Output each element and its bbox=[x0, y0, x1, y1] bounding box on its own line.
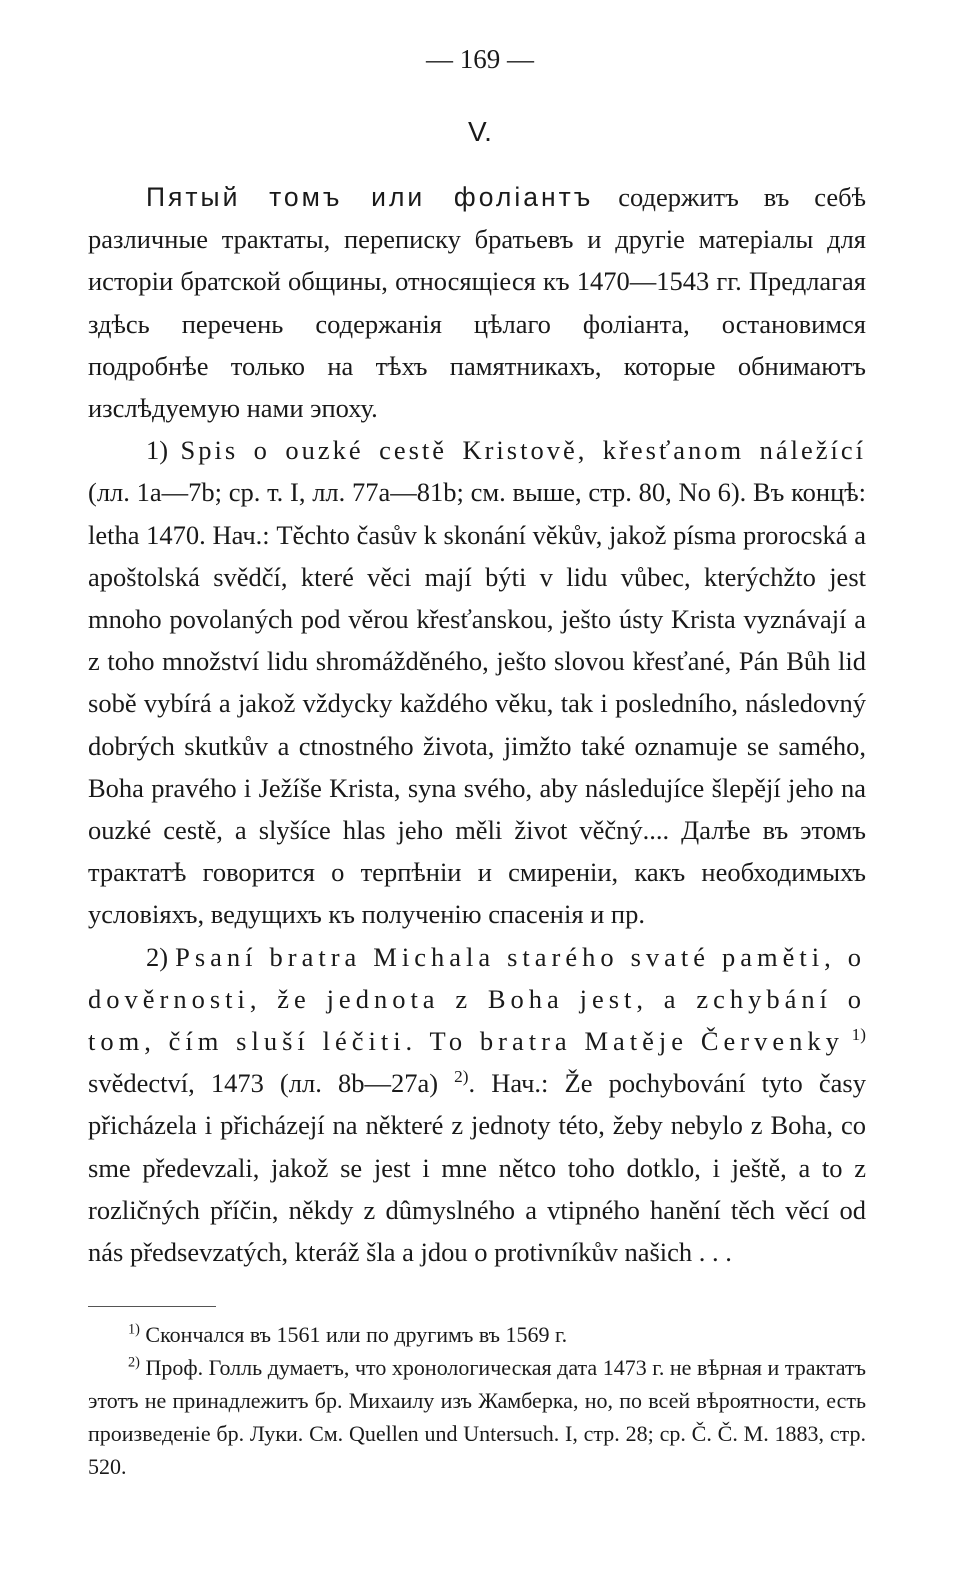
footnote-divider bbox=[88, 1306, 216, 1307]
footnote-text: Скончался въ 1561 или по другимъ въ 1569 г. bbox=[139, 1322, 568, 1347]
section-heading: V. bbox=[468, 116, 492, 147]
footnote-text: Проф. Голль думаетъ, что хронологическая дата 1473 г. не вѣрная и трактатъ этотъ не принадлежитъ бр. Михаилу изъ Жамберка, но, по всей вѣроятности, есть произведеніе бр. Луки. См. Quellen und Untersuch. I, стр. 28; ср. Č. Č. M. 1883, стр. 520. bbox=[88, 1355, 866, 1479]
item-title: Spis o ouzké cestě Kristově, křesťanom náležící bbox=[180, 435, 866, 466]
item-number: 1) bbox=[146, 435, 169, 466]
main-text bbox=[88, 176, 866, 1273]
paragraph-intro bbox=[88, 176, 866, 429]
footnotes bbox=[88, 1318, 866, 1483]
spaced-opening: Пятый томъ или фоліантъ bbox=[146, 182, 594, 212]
item-title: Psaní bratra Michala starého svaté paměti, o dověrnosti, že jednota z Boha jest, a zchybání o tom, čím sluší léčiti. To bratra Matěje Červenky bbox=[88, 941, 867, 1057]
footnote-1 bbox=[88, 1318, 866, 1351]
item-text: . Нач.: Že pochybování tyto časy přicházela i přicházejí na některé z jednoty této, žeby nebylo z Boha, co sme předevzali, jakož se jest i mne nětco toho dotklo, i ještě, a to z rozličných příčin, někdy z dûmyslného a vtipného hanění těch věcí od nás předsevzatých, kteráž šla a jdou o protivníkův našich . . . bbox=[88, 1068, 866, 1268]
footnote-mark: 1) bbox=[128, 1321, 140, 1338]
page-number: — 169 — bbox=[426, 44, 534, 74]
paragraph-intro-text: содержитъ въ себѣ различные трактаты, переписку братьевъ и другіе матеріалы для исторіи братской общины, относящіеся къ 1470—1543 гг. Предлагая здѣсь перечень содержанія цѣлаго фоліанта, остановимся подробнѣе только на тѣхъ памятникахъ, которые обнимаютъ изслѣдуемую нами эпоху. bbox=[88, 182, 867, 424]
paragraph-item-1 bbox=[88, 429, 866, 935]
footnote-ref[interactable]: 2) bbox=[454, 1067, 469, 1087]
footnote-2 bbox=[88, 1351, 866, 1483]
item-mid-text: svědectví, 1473 (лл. 8b—27a) bbox=[88, 1068, 439, 1099]
paragraph-item-2 bbox=[88, 936, 866, 1274]
item-number: 2) bbox=[146, 941, 169, 972]
item-text: (лл. 1a—7b; ср. т. I, лл. 77a—81b; см. выше, стр. 80, No 6). Въ концѣ: letha 1470. Нач.: Těchto časův k skonání věkův, jakož písma prorocská a apoštolská svědčí, které věci mají býti v lidu vůbec, kterýchžto jest mnoho povolaných pod věrou křesťanskou, ješto ústy Krista vyznávají a z toho množství lidu shromážděného, ješto slovou křesťané, Pán Bůh lid sobě vybírá a jakož vždycky každého věku, tak i posledního, následovný dobrých skutkův a ctnostného života, jimžto také oznamuje se samého, Boha pravého i Ježíše Krista, syna svého, aby následujíce šlepějí jeho na ouzké cestě, a slyšíce hlas jeho měli život věčný.... Далѣе въ этомъ трактатѣ говорится о терпѣніи и смиреніи, какъ необходимыхъ условіяхъ, ведущихъ къ полученію спасенія и пр. bbox=[88, 477, 866, 930]
footnote-mark: 2) bbox=[128, 1354, 140, 1371]
footnote-ref[interactable]: 1) bbox=[851, 1025, 866, 1045]
